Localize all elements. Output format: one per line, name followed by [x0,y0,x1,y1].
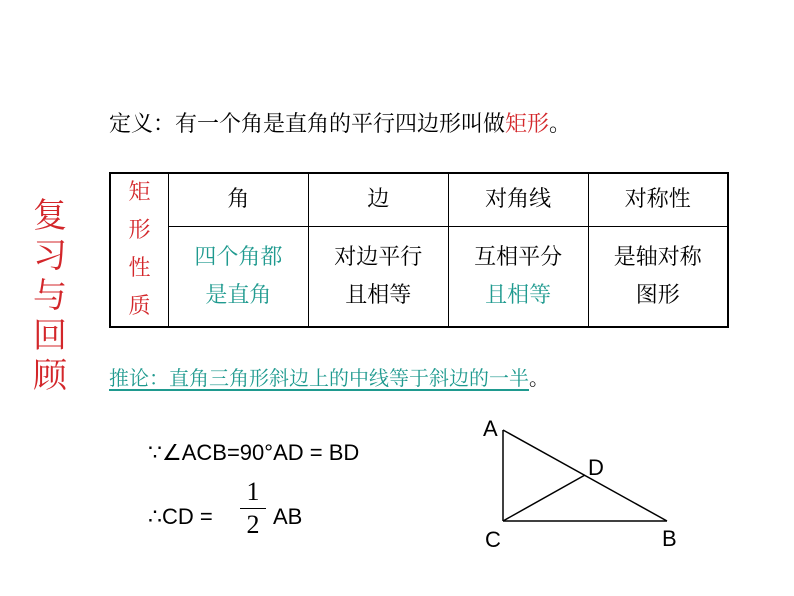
proof-given: ∵∠ACB=90°AD = BD [148,440,360,465]
column-header-side: 边 [308,173,448,227]
row-header-char: 形 [128,218,151,243]
cell-line: 对边平行 [334,244,423,270]
column-header-angle: 角 [169,173,309,227]
vertex-label-d: D [588,455,604,480]
fraction-numerator: 1 [246,477,260,506]
median-cd [503,475,585,521]
cell-line: 且相等 [485,282,552,308]
cell-line: 四个角都 [194,244,283,270]
cell-line: 互相平分 [474,244,563,270]
corollary-text: 推论：直角三角形斜边上的中线等于斜边的一半 [109,366,529,390]
row-header-char: 矩 [128,180,151,205]
row-header-char: 质 [128,294,151,319]
fraction-denominator: 2 [246,510,260,539]
row-header-char: 性 [128,256,151,281]
definition-text: 定义：有一个角是直角的平行四边形叫做 [109,112,506,137]
vertex-label-c: C [485,527,501,552]
side-title-char: 回 [33,316,67,356]
proof-conclusion-suffix: AB [273,504,303,529]
corollary-suffix: 。 [529,366,549,390]
cell-line: 且相等 [345,282,412,308]
vertex-label-a: A [483,416,498,441]
definition-suffix: 。 [549,112,572,137]
side-title-char: 习 [33,236,67,276]
side-title-char: 顾 [33,356,67,396]
cell-line: 图形 [635,282,680,308]
cell-line: 是直角 [205,282,272,308]
side-title-char: 与 [33,276,67,316]
definition-term: 矩形 [505,112,550,137]
side-title-char: 复 [33,196,67,236]
column-header-symmetry: 对称性 [588,173,728,227]
column-header-diagonal: 对角线 [448,173,588,227]
cell-line: 是轴对称 [613,244,702,270]
vertex-label-b: B [662,526,677,551]
proof-conclusion-prefix: ∴CD = [148,504,213,529]
